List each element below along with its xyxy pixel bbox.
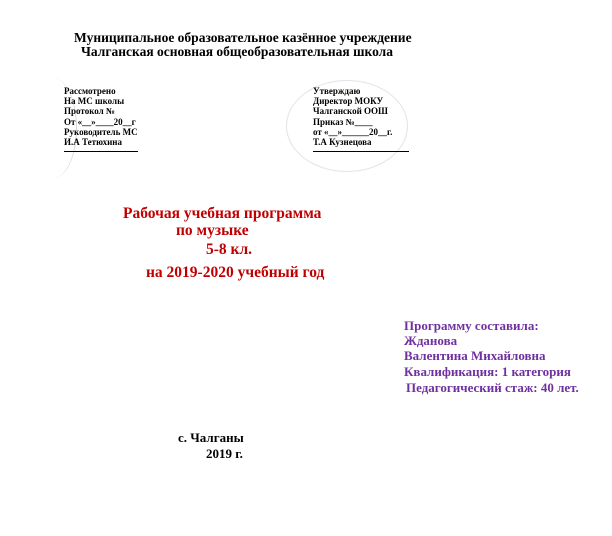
approved-line: от «__»______20__г.	[313, 126, 393, 137]
place-name: с. Чалганы	[178, 430, 244, 445]
approved-line: Т.А Кузнецова	[313, 137, 372, 148]
school-name-heading: Чалганская основная общеобразовательная школа	[81, 44, 393, 59]
reviewed-line: Руководитель МС	[64, 126, 138, 137]
author-qualification: Квалификация: 1 категория	[404, 364, 571, 379]
author-caption: Программу составила:	[404, 318, 539, 333]
author-experience: Педагогический стаж: 40 лет.	[406, 380, 579, 395]
school-type-heading: Муниципальное образовательное казённое учреждение	[74, 30, 412, 45]
signature-line-right	[313, 151, 409, 152]
author-given-names: Валентина Михайловна	[404, 348, 546, 363]
reviewed-line: От «__»____20__г	[64, 116, 136, 127]
program-subject: по музыке	[176, 222, 249, 239]
approved-line: Директор МОКУ	[313, 96, 384, 107]
approved-line: Приказ №____	[313, 116, 373, 127]
reviewed-line: Рассмотрено	[64, 86, 116, 96]
reviewed-block	[64, 86, 138, 147]
reviewed-line: Протокол №	[64, 106, 115, 117]
reviewed-line: На МС школы	[64, 96, 125, 107]
signature-line-left	[64, 151, 138, 152]
program-grades: 5-8 кл.	[206, 241, 253, 258]
approved-line: Утверждаю	[313, 86, 361, 96]
approved-line: Чалганской ООШ	[313, 106, 388, 117]
author-surname: Жданова	[404, 333, 458, 348]
approved-block	[313, 86, 392, 147]
program-academic-year: на 2019-2020 учебный год	[146, 264, 325, 281]
document-year: 2019 г.	[206, 446, 243, 461]
reviewed-line: И.А Тетюхина	[64, 137, 122, 148]
program-title: Рабочая учебная программа	[123, 205, 322, 222]
